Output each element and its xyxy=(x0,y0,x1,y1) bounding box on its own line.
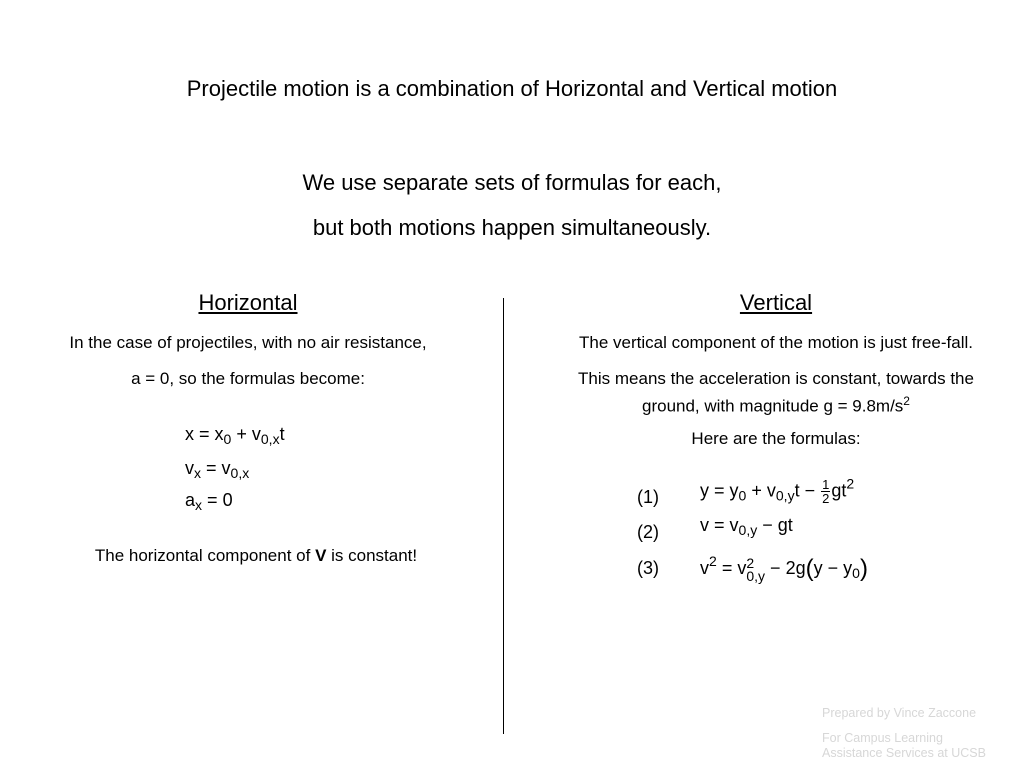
eq-symbol: y xyxy=(700,480,709,501)
eq-symbol: t xyxy=(279,424,285,444)
eq-operator: − xyxy=(804,480,816,501)
horizontal-heading: Horizontal xyxy=(198,290,298,315)
horizontal-text-2: a = 0, so the formulas become: xyxy=(131,369,365,388)
eq-operator: = xyxy=(714,480,725,501)
eq-subscript: 0,x xyxy=(260,431,280,447)
eq-symbol: 0 xyxy=(222,490,233,510)
eq-symbol: 2g xyxy=(785,557,806,578)
conclusion-text: The horizontal component of xyxy=(94,546,316,565)
eq-symbol: v xyxy=(737,557,747,578)
eq-operator: = xyxy=(199,424,210,444)
eq-operator: + xyxy=(751,480,762,501)
eq-symbol: gt xyxy=(831,480,847,501)
fraction-denominator: 2 xyxy=(822,491,830,506)
credit-line-1: Prepared by Vince Zaccone xyxy=(822,706,977,720)
vertical-equation-3 xyxy=(700,552,868,584)
vertical-text-3-sup: 2 xyxy=(903,394,910,408)
eq-subscript: x xyxy=(194,465,201,481)
vertical-text-4: Here are the formulas: xyxy=(691,429,861,448)
equation-label-2: (2) xyxy=(637,522,659,542)
eq-subscript: 0,y xyxy=(746,568,766,584)
eq-subscript: 0,x xyxy=(230,465,250,481)
eq-symbol: y xyxy=(813,557,823,578)
column-divider xyxy=(503,298,504,734)
vertical-text-3 xyxy=(536,391,1016,417)
vertical-heading: Vertical xyxy=(739,290,813,315)
fraction-numerator: 1 xyxy=(822,477,830,492)
equation-label-3: (3) xyxy=(637,558,659,578)
credit-line-2: For Campus Learning xyxy=(822,731,943,745)
conclusion-bold: V xyxy=(315,546,327,565)
eq-paren: ( xyxy=(805,554,814,582)
eq-symbol: t xyxy=(794,480,800,501)
equation-label-1: (1) xyxy=(637,487,659,507)
eq-symbol: v xyxy=(766,480,776,501)
eq-symbol: gt xyxy=(777,515,793,535)
vertical-equation-2 xyxy=(700,514,793,536)
eq-symbol: v xyxy=(221,458,231,478)
vertical-text-2: This means the acceleration is constant, towards the xyxy=(578,369,974,388)
eq-symbol: v xyxy=(700,557,709,578)
eq-paren: ) xyxy=(859,554,868,582)
eq-operator: = xyxy=(721,557,733,578)
horizontal-equation-2 xyxy=(185,457,249,479)
eq-subscript: x xyxy=(195,497,203,513)
subtitle-line-1: We use separate sets of formulas for each, xyxy=(302,170,722,195)
eq-operator: = xyxy=(207,490,218,510)
eq-operator: + xyxy=(236,424,247,444)
eq-symbol: x xyxy=(185,424,194,444)
conclusion-text: is constant! xyxy=(326,546,418,565)
horizontal-conclusion xyxy=(0,545,512,566)
eq-symbol: v xyxy=(700,515,709,535)
page-title: Projectile motion is a combination of Horizontal and Vertical motion xyxy=(186,76,838,101)
eq-subscript: 0,y xyxy=(738,522,758,538)
vertical-text-1: The vertical component of the motion is just free-fall. xyxy=(578,333,973,352)
eq-superscript: 2 xyxy=(746,555,755,571)
eq-operator: = xyxy=(714,515,725,535)
eq-symbol: x xyxy=(214,424,224,444)
vertical-text-3-main: ground, with magnitude g = 9.8m/s xyxy=(642,396,904,416)
horizontal-text-1: In the case of projectiles, with no air resistance, xyxy=(69,333,427,352)
eq-subscript: 0 xyxy=(223,431,232,447)
horizontal-equation-1 xyxy=(185,423,285,445)
eq-symbol: y xyxy=(843,557,853,578)
eq-symbol: a xyxy=(185,490,196,510)
eq-symbol: v xyxy=(185,458,194,478)
eq-operator: = xyxy=(206,458,217,478)
credit-line-3: Assistance Services at UCSB xyxy=(822,746,986,760)
eq-subscript: 0 xyxy=(738,487,747,504)
eq-symbol: v xyxy=(251,424,261,444)
eq-operator: − xyxy=(770,557,781,578)
eq-superscript: 2 xyxy=(846,475,855,492)
eq-fraction xyxy=(821,478,830,505)
eq-symbol: y xyxy=(729,480,739,501)
eq-supsub-stack xyxy=(746,557,765,583)
subtitle-line-2: but both motions happen simultaneously. xyxy=(312,215,712,240)
eq-operator: − xyxy=(762,515,773,535)
eq-subscript: 0 xyxy=(852,564,860,581)
eq-symbol: v xyxy=(729,515,739,535)
horizontal-equation-3 xyxy=(185,489,233,511)
eq-superscript: 2 xyxy=(709,552,717,569)
vertical-equation-1 xyxy=(700,475,855,506)
eq-operator: − xyxy=(827,557,839,578)
eq-subscript: 0,y xyxy=(775,487,795,504)
